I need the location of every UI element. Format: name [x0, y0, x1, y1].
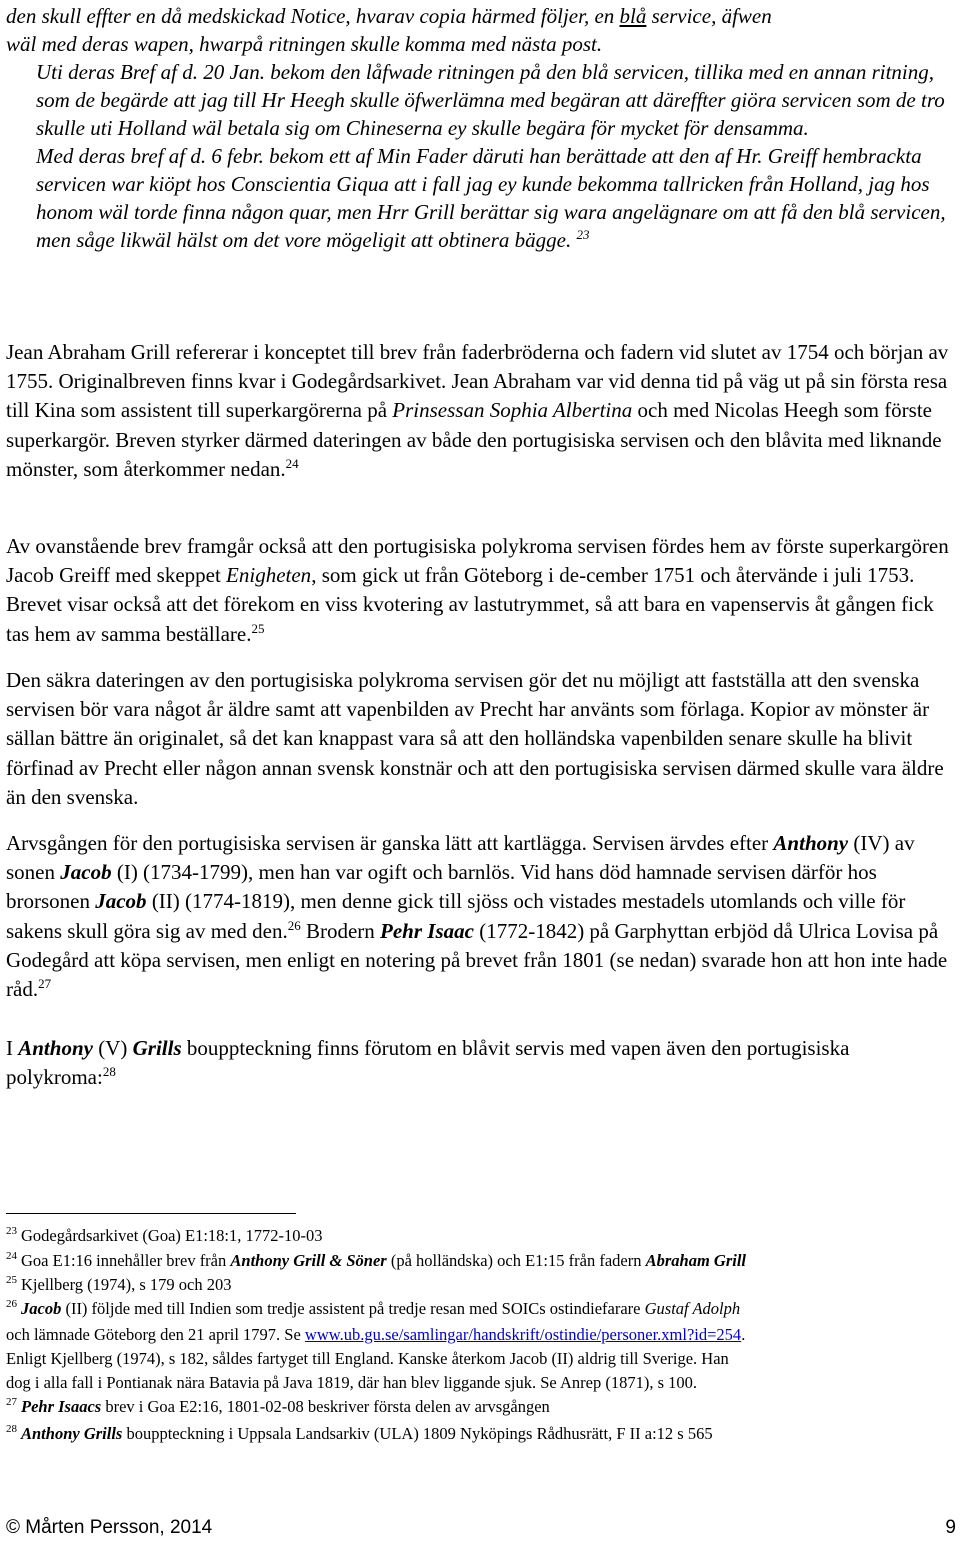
footnote-28: $^{28}$ Anthony Grills bouppteckning i Uppsala Landsarkiv (ULA) 1809 Nyköpings Rådhusrätt, F II a:12 s 565: [6, 1423, 713, 1443]
footnote-26: $^{26}$ Jacob (II) följde med till Indien som tredje assistent på tredje resan med SOICs ostindiefarare Gustaf Adolph och lämnade Göteborg den 21 april 1797. Se www.ub.gu.se/samlingar/handskrift/ostindie/personer.xml?id=254. Enligt Kjellberg (1974), s 182, såldes fartyget till England. Kanske återkom Jacob (II) aldrig till Sverige. Han dog i alla fall i Pontianak nära Batavia på Java 1819, där han blev liggande sjuk. Se Anrep (1871), s 100.: [6, 1298, 746, 1392]
footnote-ref-28[interactable]: 28: [102, 1064, 116, 1080]
paragraph-1: Jean Abraham Grill refererar i konceptet till brev från faderbröderna och fadern vid slutet av 1754 och början av 1755. Originalbreven finns kvar i Godegårdsarkivet. Jean Abraham var vid denna tid på väg ut på sin första resa till Kina som assistent till superkargörerna på Prinsessan Sophia Albertina och med Nicolas Heegh som förste superkargör. Breven styrker därmed dateringen av både den portugisiska servisen och den blåvita med liknande mönster, som återkommer nedan.$^{24}$: [6, 340, 949, 481]
footnote-24: $^{24}$ Goa E1:16 innehåller brev från Anthony Grill & Söner (på holländska) och E1:15 från fadern Abraham Grill: [6, 1250, 747, 1270]
footnote-ref-26[interactable]: 26: [287, 917, 301, 933]
footnote-separator: [6, 1213, 296, 1214]
paragraph-4: Arvsgången för den portugisiska servisen är ganska lätt att kartlägga. Servisen ärvdes efter Anthony (IV) av sonen Jacob (I) (1734-1799), men han var ogift och barnlös. Vid hans död hamnade servisen därför hos brorsonen Jacob (II) (1774-1819), men denne gick till sjöss och vistades mestadels utomlands och ville för sakens skull göra sig av med den.$^{26}$ Brodern Pehr Isaac (1772-1842) på Garphyttan erbjöd då Ulrica Lovisa på Godegård att köpa servisen, men enligt en notering på brevet från 1801 (se nedan) svarade hon att hon inte hade råd.$^{27}$: [6, 831, 948, 1002]
footnote-ref-27[interactable]: 27: [38, 976, 52, 992]
letter-line-2: wäl med deras wapen, hwarpå ritningen skulle komma med nästa post.: [6, 32, 603, 56]
archive-link[interactable]: www.ub.gu.se/samlingar/handskrift/ostindie/personer.xml?id=254: [304, 1325, 742, 1344]
page-footer: [6, 1517, 956, 1539]
letter-paragraph-2: Uti deras Bref af d. 20 Jan. bekom den låfwade ritningen på den blå servicen, tillika med en annan ritning, som de begärde att jag till Hr Heegh skulle öfwerlämna med begäran att däreffter giöra servicen som de tro skulle uti Holland wäl betala sig om Chineserna ey skulle begära för mycket för densamma.: [36, 60, 945, 140]
letter-line-1: den skull effter en då medskickad Notice, hvarav copia härmed följer, en blå service, äfwen: [6, 4, 772, 28]
footnote-ref-24[interactable]: 24: [285, 455, 299, 471]
paragraph-3: Den säkra dateringen av den portugisiska polykroma servisen gör det nu möjligt att fastställa att den svenska servisen bör vara något år äldre samt att vapenbilden av Precht har använts som förlaga. Kopior av mönster är sällan bättre än originalet, så det kan knappast vara så att den holländska vapenbilden senare skulle ha blivit förfinad av Precht eller någon annan svensk konstnär och att den portugisiska servisen därmed skulle vara äldre än den svenska.: [6, 668, 944, 809]
page-number: 9: [945, 1517, 956, 1538]
footnote-23: $^{23}$ Godegårdsarkivet (Goa) E1:18:1, 1772-10-03: [6, 1225, 323, 1245]
paragraph-5: I Anthony (V) Grills bouppteckning finns förutom en blåvit servis med vapen även den portugisiska polykroma:$^{28}$: [6, 1036, 850, 1090]
paragraph-2: Av ovanstående brev framgår också att den portugisiska polykroma servisen fördes hem av förste superkargören Jacob Greiff med skeppet Enigheten, som gick ut från Göteborg i de-cember 1751 och återvände i juli 1753. Brevet visar också att det förekom en viss kvotering av lastutrymmet, så att bara en vapenservis åt gången fick tas hem av samma beställare.$^{25}$: [6, 534, 949, 646]
footnote-ref-23[interactable]: 23: [576, 227, 590, 242]
footnote-25: $^{25}$ Kjellberg (1974), s 179 och 203: [6, 1274, 232, 1294]
footnote-27: $^{27}$ Pehr Isaacs brev i Goa E2:16, 1801-02-08 beskriver första delen av arvsgången: [6, 1396, 550, 1416]
underlined-word: blå: [619, 4, 647, 28]
letter-quote: [6, 2, 956, 254]
copyright-text: © Mårten Persson, 2014: [6, 1517, 213, 1538]
footnote-ref-25[interactable]: 25: [251, 620, 265, 636]
letter-paragraph-3: Med deras bref af d. 6 febr. bekom ett af Min Fader däruti han berättade att den af Hr. Greiff hembrackta servicen war kiöpt hos Conscientia Giqua att i fall jag ey kunde bekomma tallricken från Holland, jag hos honom wäl torde finna någon quar, men Hrr Grill berättar sig wara angelägnare om att få den blå servicen, men såge likwäl hälst om det vore mögeligit att obtinera bägge. $^{23}$: [36, 144, 946, 252]
